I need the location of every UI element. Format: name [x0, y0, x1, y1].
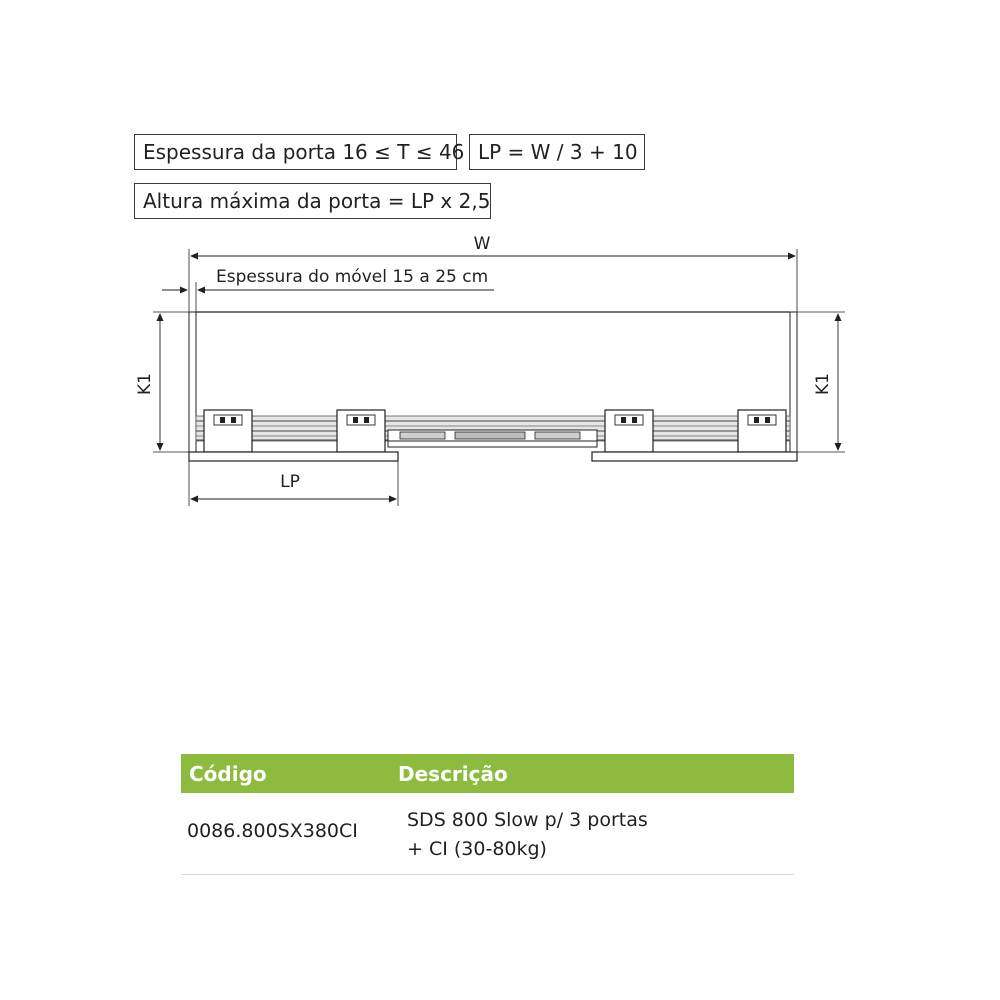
lp-label: LP [280, 472, 300, 492]
cabinet-thickness-dimension [162, 267, 494, 312]
carriage-4 [738, 410, 786, 452]
door-left [189, 452, 398, 461]
carriage-2 [337, 410, 385, 452]
product-code: 0086.800SX380CI [187, 820, 358, 842]
max-height-text: Altura máxima da porta = LP x 2,5 [143, 189, 491, 213]
lp-dimension [189, 461, 398, 506]
k1-left-dimension [135, 312, 189, 452]
doors [189, 441, 797, 461]
center-damper [388, 430, 597, 441]
header-description: Descrição [398, 761, 508, 786]
k1-right-label: K1 [813, 373, 833, 395]
product-description [407, 806, 794, 864]
right-side-panel [790, 312, 797, 452]
table-header [181, 754, 794, 793]
k1-right-dimension [797, 312, 845, 452]
door-right [592, 452, 797, 461]
carriage-1 [204, 410, 252, 452]
description-line-1: SDS 800 Slow p/ 3 portas [407, 809, 648, 831]
w-label: W [473, 234, 491, 254]
carriage-3 [605, 410, 653, 452]
header-code: Código [189, 761, 267, 786]
left-side-panel [189, 312, 196, 452]
table-row [181, 793, 794, 875]
door-middle [388, 441, 597, 447]
cabinet-thickness-label: Espessura do móvel 15 a 25 cm [216, 267, 489, 287]
product-table [181, 754, 794, 875]
k1-left-label: K1 [135, 373, 155, 395]
lp-formula-text: LP = W / 3 + 10 [478, 140, 638, 164]
door-thickness-text: Espessura da porta 16 ≤ T ≤ 46 [143, 140, 465, 164]
description-line-2: + CI (30-80kg) [407, 838, 547, 860]
